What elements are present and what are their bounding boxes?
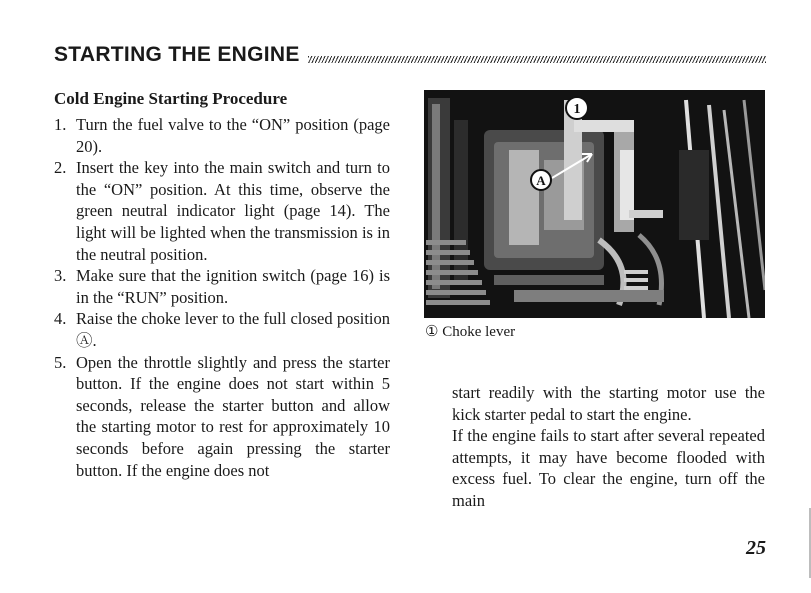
caption-text: Choke lever: [442, 324, 516, 340]
step-number: 1.: [54, 115, 67, 134]
page-number: 25: [746, 537, 766, 559]
choke-lever-photo: [424, 90, 765, 318]
engine-photo-illustration: [424, 90, 765, 318]
caption-marker: ①: [425, 324, 439, 340]
step-number: 3.: [54, 266, 67, 286]
page-header: [54, 40, 766, 66]
right-column-text: [452, 382, 765, 512]
step-item: [54, 352, 390, 482]
step-item: [54, 308, 390, 351]
callout-label: 1: [573, 102, 581, 117]
step-number: 4.: [54, 309, 67, 329]
section-title: Cold Engine Starting Procedure: [54, 89, 288, 108]
step-number: 2.: [54, 158, 67, 178]
step-item: [54, 265, 390, 308]
step-text: Open the throttle slightly and press the starter button. If the engine does not start within 5 seconds, release the starter button and allow the starting motor to rest for approximately 10 seconds before again pressing the starter button. If the engine does not: [76, 352, 390, 480]
right-paragraph: If the engine fails to start after several repeated attempts, it may have become flooded with excess fuel. To clear the engine, turn off the main: [452, 426, 765, 510]
position-label: A: [536, 173, 546, 188]
header-hatched-rule: [308, 56, 766, 63]
right-paragraph: start readily with the starting motor use the kick starter pedal to start the engine.: [452, 383, 765, 424]
step-text: Make sure that the ignition switch (page 16) is in the “RUN” position.: [76, 266, 390, 307]
step-text: Turn the fuel valve to the “ON” position (page 20).: [76, 115, 390, 156]
step-text: Insert the key into the main switch and turn to the “ON” position. At this time, observe the green neutral indicator light (page 14). The light will be lighted when the transmission is in the neutral position.: [76, 158, 390, 264]
header-title: STARTING THE ENGINE: [54, 43, 300, 66]
step-text: Raise the choke lever to the full closed position Ⓐ.: [76, 309, 390, 350]
step-item: [54, 114, 390, 157]
photo-caption: [425, 322, 515, 341]
procedure-steps: [54, 114, 390, 481]
step-item: [54, 157, 390, 265]
step-number: 5.: [54, 352, 67, 372]
